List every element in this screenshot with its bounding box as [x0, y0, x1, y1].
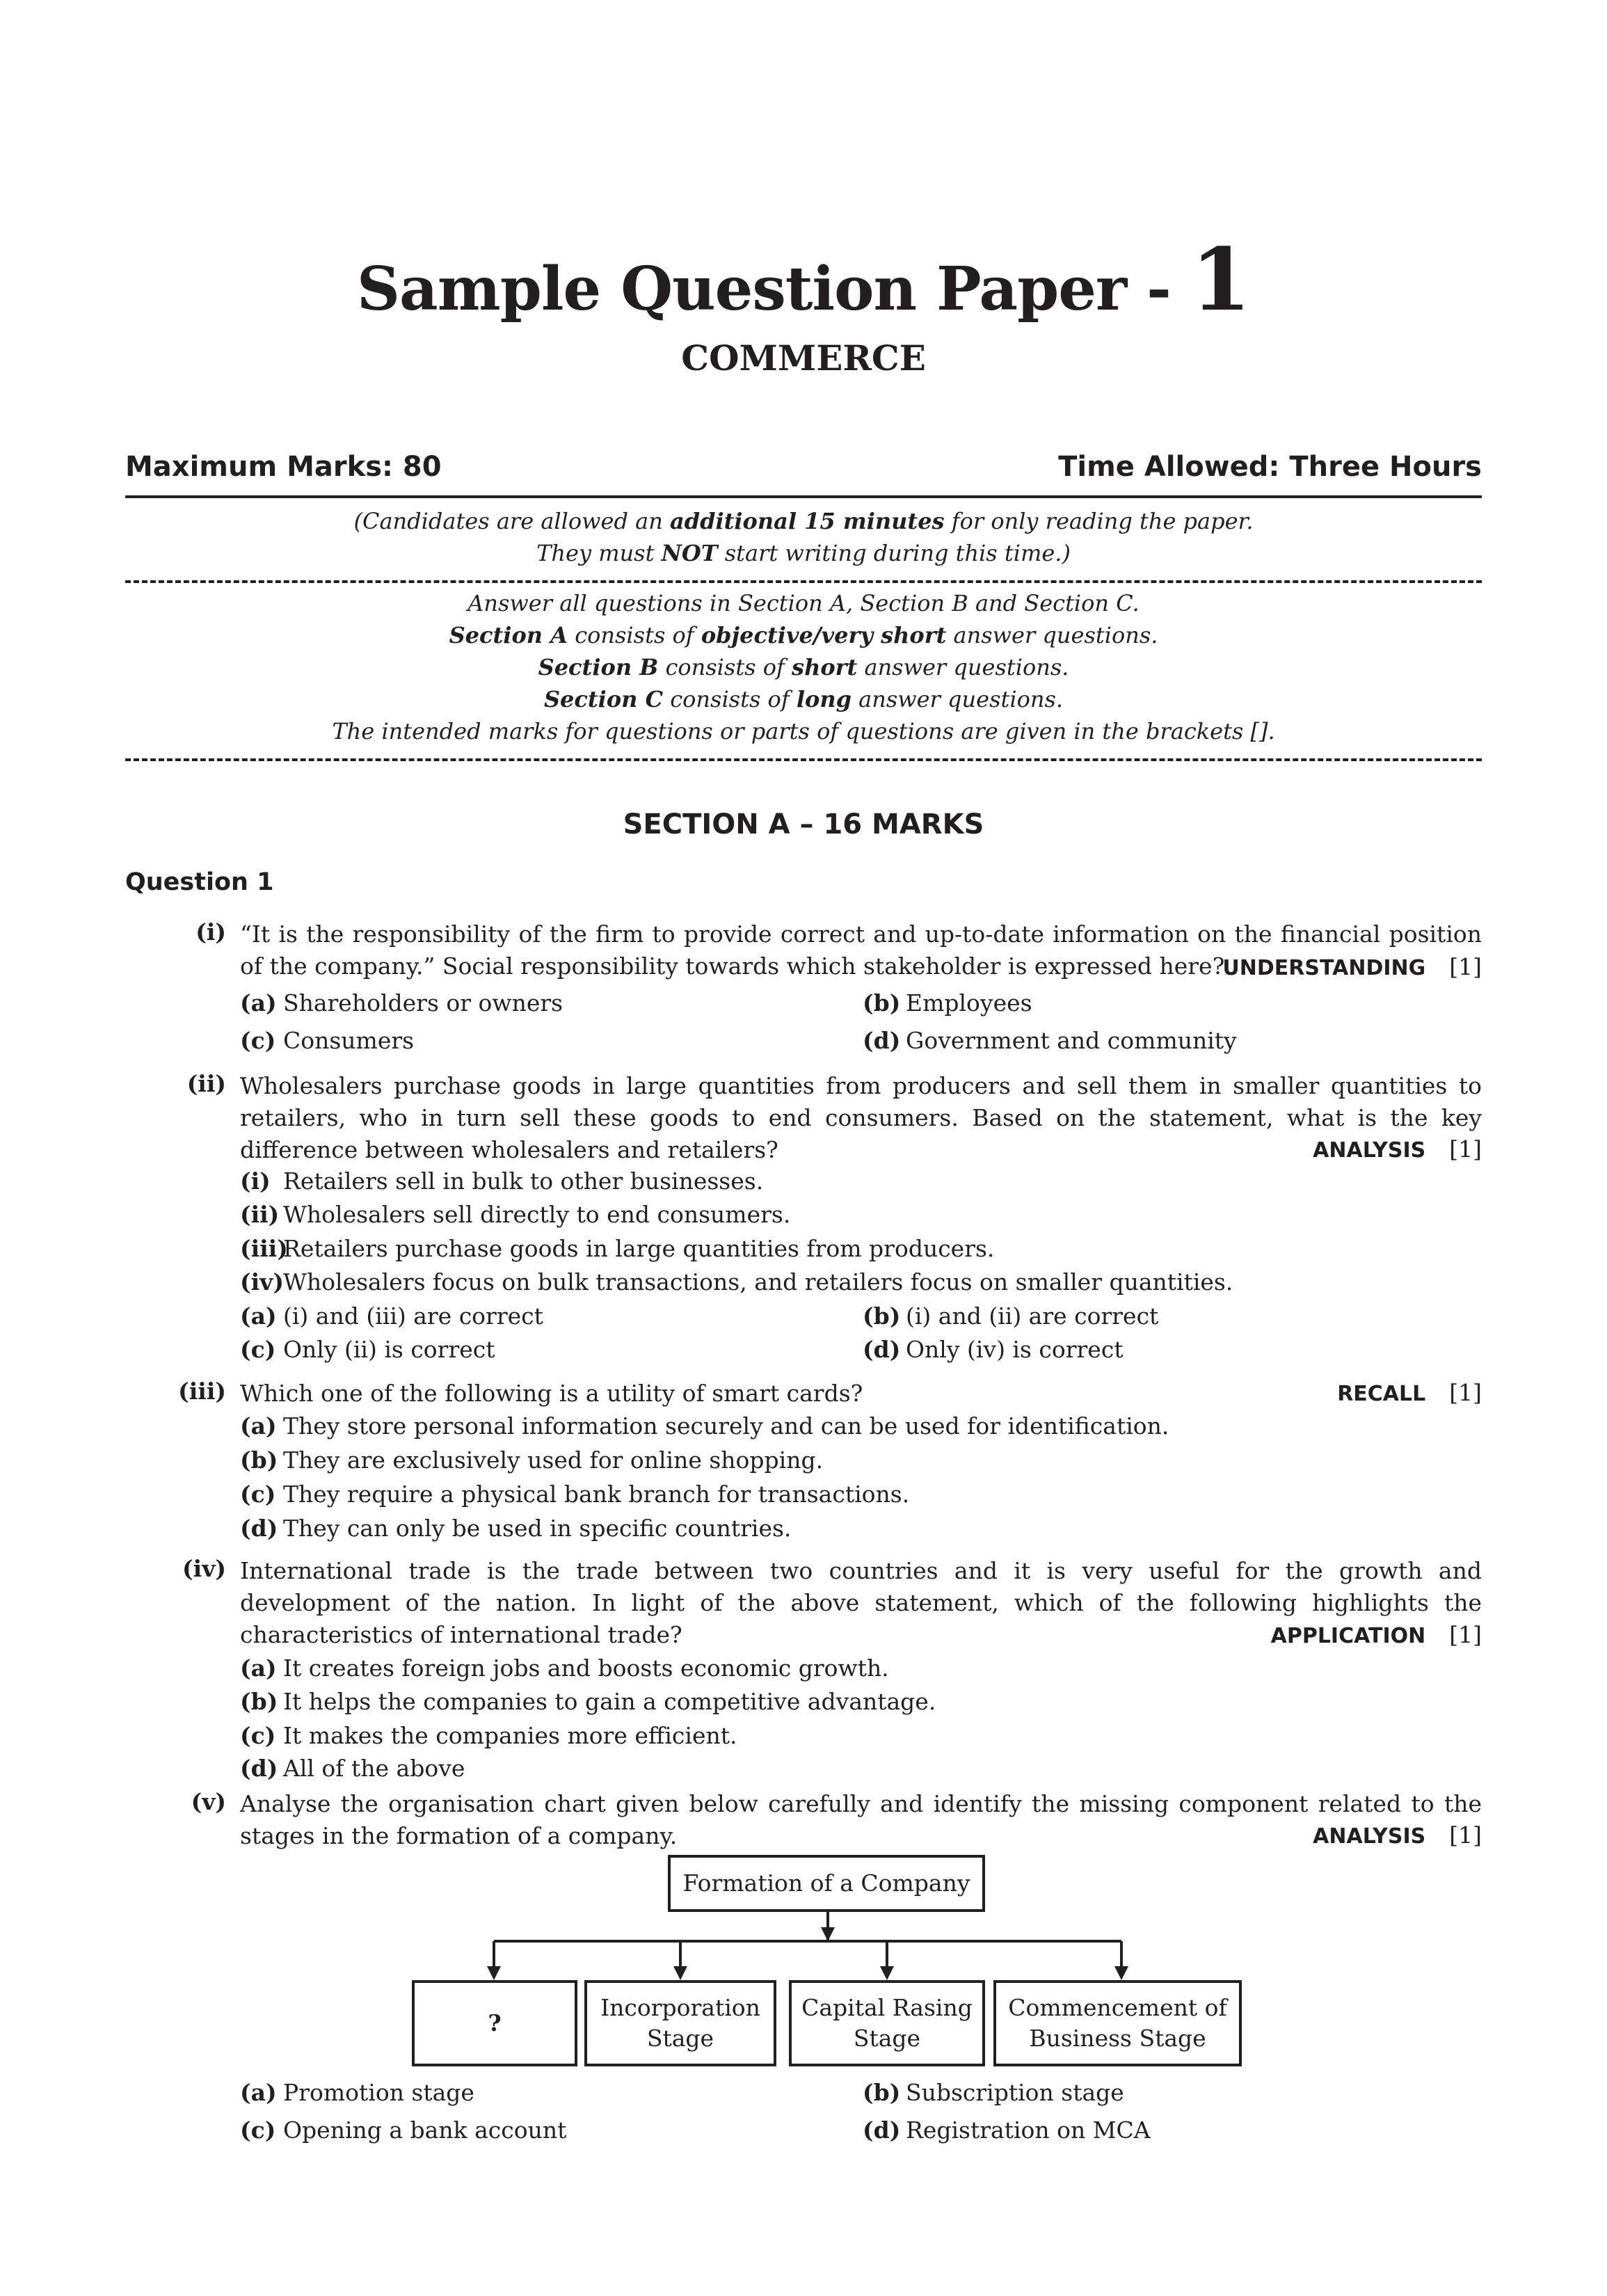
instruction-line: The intended marks for questions or parts of questions are given in the brackets []. [332, 718, 1275, 744]
question-text: International trade is the trade between two countries and it is very useful for the growth and development of the nation. In light of the above statement, which of the following highlights the characteristics of international trade? [240, 1557, 1482, 1648]
title-text: Sample Question Paper - [356, 254, 1191, 324]
notice-line-2: They must NOT start writing during this time.) [536, 540, 1071, 566]
question-text: “It is the responsibility of the firm to provide correct and up-to-date information on the financial position of the company.” Social responsibility towards which stakeholder is expressed here? [240, 920, 1482, 980]
question-number: (ii) [186, 1070, 226, 1097]
option: (b) Employees [863, 989, 1032, 1017]
option: (c) It makes the companies more efficient. [240, 1722, 737, 1749]
question-tag: ANALYSIS [1] [1313, 1821, 1482, 1849]
option: (a) Shareholders or owners [240, 989, 563, 1017]
option: (a) (i) and (iii) are correct [240, 1302, 543, 1330]
option: (a) They store personal information securely and can be used for identification. [240, 1412, 1169, 1440]
question-number: (iii) [178, 1378, 226, 1405]
statement: (iv)Wholesalers focus on bulk transactions, and retailers focus on smaller quantities. [240, 1268, 1233, 1296]
time-allowed: Time Allowed: Three Hours [1058, 451, 1482, 483]
chart-box-commencement: Commencement of Business Stage [993, 1980, 1242, 2066]
question-number: (iv) [182, 1555, 226, 1582]
question-heading: Question 1 [125, 868, 274, 896]
statement: (i) Retailers sell in bulk to other businesses. [240, 1167, 764, 1195]
question-tag: RECALL [1] [1337, 1379, 1482, 1406]
chart-root-box: Formation of a Company [668, 1855, 985, 1912]
chart-box-missing: ? [412, 1980, 577, 2066]
question-number: (v) [191, 1788, 226, 1815]
option: (d) Government and community [863, 1027, 1237, 1054]
instruction-line: Section A consists of objective/very short answer questions. [449, 622, 1158, 648]
instruction-line: Section C consists of long answer questions. [543, 686, 1064, 712]
question-tag: ANALYSIS [1] [1313, 1135, 1482, 1163]
question-tag: APPLICATION [1] [1270, 1621, 1482, 1648]
question-text: Analyse the organisation chart given below carefully and identify the missing component related to the stages in the formation of a company. [240, 1790, 1482, 1849]
statement: (iii)Retailers purchase goods in large quantities from producers. [240, 1235, 995, 1262]
notice-line-1: (Candidates are allowed an additional 15 minutes for only reading the paper. [353, 508, 1254, 534]
option: (b) It helps the companies to gain a competitive advantage. [240, 1688, 936, 1715]
question-tag: UNDERSTANDING [1] [1222, 953, 1482, 980]
subject-heading: COMMERCE [681, 337, 926, 378]
option: (d) All of the above [240, 1755, 465, 1782]
option: (b) Subscription stage [863, 2079, 1124, 2106]
option: (d) They can only be used in specific countries. [240, 1515, 792, 1542]
maximum-marks: Maximum Marks: 80 [125, 451, 442, 483]
title-number: 1 [1190, 230, 1251, 330]
question-number: (i) [195, 918, 226, 946]
option: (c) Only (ii) is correct [240, 1336, 495, 1363]
statement: (ii) Wholesalers sell directly to end consumers. [240, 1201, 791, 1228]
option: (c) They require a physical bank branch for transactions. [240, 1481, 910, 1508]
option: (a) It creates foreign jobs and boosts economic growth. [240, 1655, 889, 1682]
section-heading: SECTION A – 16 MARKS [623, 808, 984, 840]
option: (b) They are exclusively used for online shopping. [240, 1446, 824, 1474]
question-text: Which one of the following is a utility of smart cards? [240, 1380, 863, 1407]
chart-box-capital-raising: Capital Rasing Stage [789, 1980, 985, 2066]
chart-box-incorporation: Incorporation Stage [584, 1980, 776, 2066]
option: (c) Consumers [240, 1027, 415, 1054]
option: (a) Promotion stage [240, 2079, 474, 2106]
instruction-line: Answer all questions in Section A, Section B and Section C. [467, 590, 1140, 616]
option: (b) (i) and (ii) are correct [863, 1302, 1159, 1330]
option: (d) Only (iv) is correct [863, 1336, 1124, 1363]
option: (c) Opening a bank account [240, 2116, 567, 2144]
option: (d) Registration on MCA [863, 2116, 1151, 2144]
question-text: Wholesalers purchase goods in large quantities from producers and sell them in smaller quantities to retailers, who in turn sell these goods to end consumers. Based on the statement, what is the key difference between wholesalers and retailers? [240, 1072, 1482, 1163]
instruction-line: Section B consists of short answer questions. [538, 654, 1069, 680]
